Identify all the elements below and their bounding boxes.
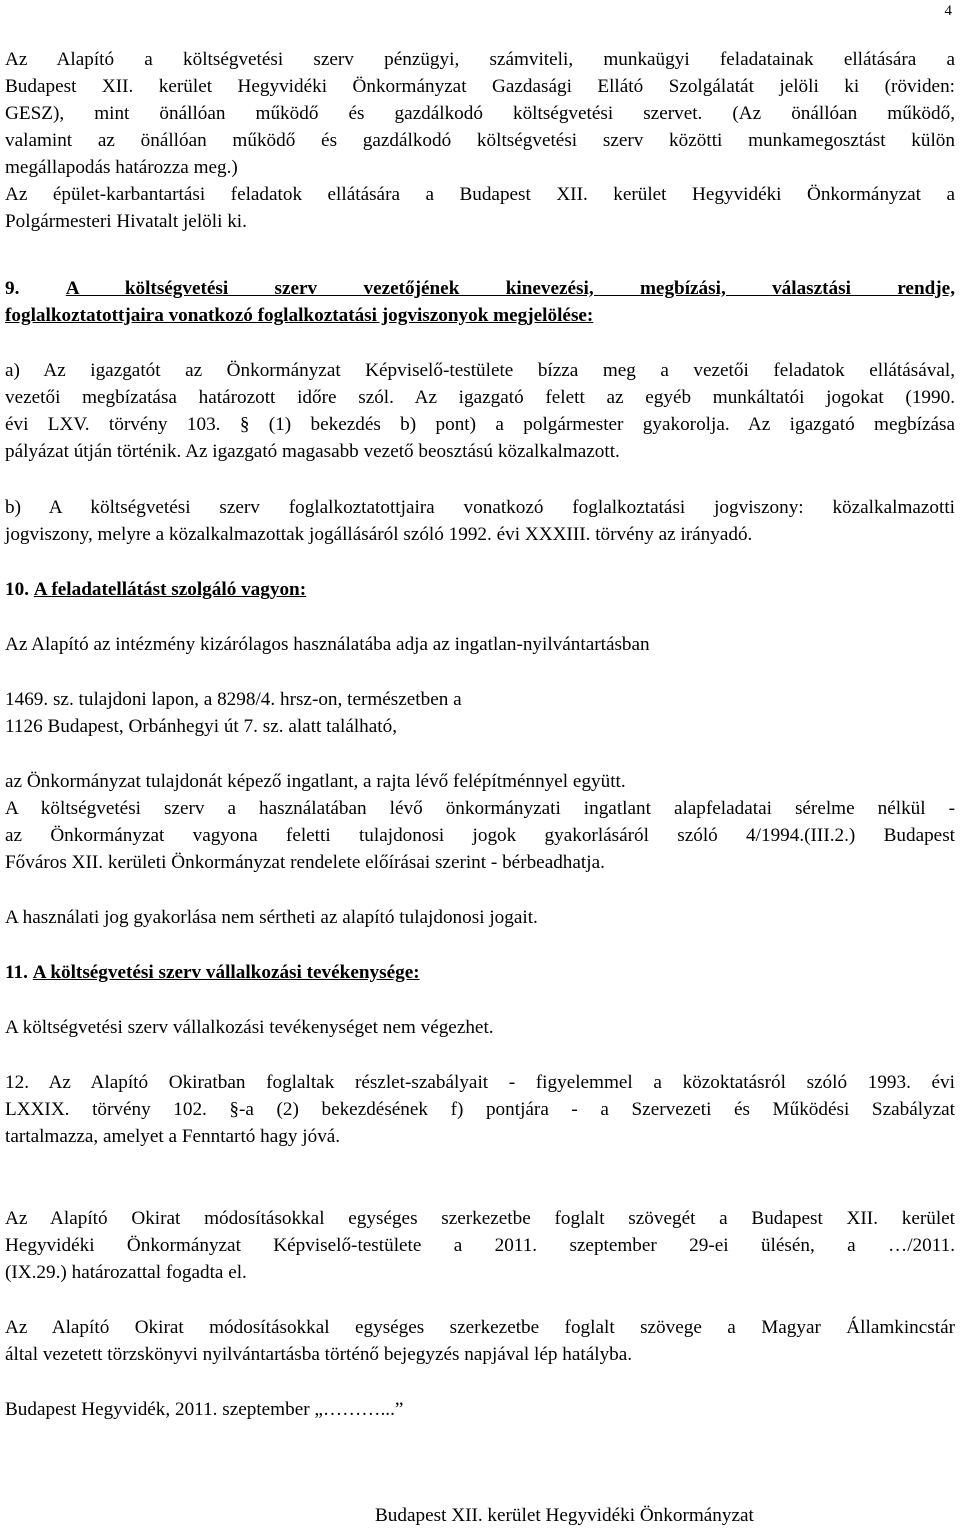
text-line: vezetői megbízatása határozott időre szól. Az igazgató felett az egyéb munkáltatói jogokat (1990. — [5, 387, 955, 408]
text-line: az Önkormányzat vagyona feletti tulajdonosi jogok gyakorlásáról szóló 4/1994.(III.2.) Budapest — [5, 825, 955, 846]
text-line: A költségvetési szerv a használatában lévő önkormányzati ingatlant alapfeladatai sérelme nélkül - — [5, 798, 955, 819]
text-line: Az Alapító Okirat módosításokkal egységes szerkezetbe foglalt szövege a Magyar Államkincstár — [5, 1317, 955, 1338]
section-10-heading — [5, 576, 955, 603]
text-line: Főváros XII. kerületi Önkormányzat rendelete előírásai szerint - bérbeadhatja. — [5, 852, 605, 873]
text-line: pályázat útján történik. Az igazgató magasabb vezető beosztású közalkalmazott. — [5, 441, 620, 462]
text-line: Az Alapító Okirat módosításokkal egységes szerkezetbe foglalt szövegét a Budapest XII. kerület — [5, 1208, 955, 1229]
section-9-heading — [5, 275, 955, 302]
signature-line: Budapest XII. kerület Hegyvidéki Önkormányzat — [375, 1505, 754, 1526]
text-line: Az épület-karbantartási feladatok ellátására a Budapest XII. kerület Hegyvidéki Önkormányzat a — [5, 184, 955, 205]
text-line: A költségvetési szerv vállalkozási tevékenységet nem végezhet. — [5, 1017, 494, 1038]
section-9-heading-cont — [5, 302, 955, 329]
section-11-heading — [5, 959, 955, 986]
text-line: Polgármesteri Hivatalt jelöli ki. — [5, 211, 247, 232]
text-line: az Önkormányzat tulajdonát képező ingatlant, a rajta lévő felépítménnyel együtt. — [5, 771, 626, 792]
text-line: megállapodás határozza meg.) — [5, 157, 238, 178]
text-line: Az Alapító a költségvetési szerv pénzügyi, számviteli, munkaügyi feladatainak ellátására a — [5, 49, 955, 70]
text-line: jogviszony, melyre a közalkalmazottak jogállásáról szóló 1992. évi XXXIII. törvény az irányadó. — [5, 524, 753, 545]
text-line: Budapest XII. kerület Hegyvidéki Önkormányzat Gazdasági Ellátó Szolgálatát jelöli ki (röviden: — [5, 76, 955, 97]
section-number: 11. — [5, 962, 28, 983]
text-line: által vezetett törzskönyvi nyilvántartásba történő bejegyzés napjával lép hatályba. — [5, 1344, 633, 1365]
text-line: tartalmazza, amelyet a Fenntartó hagy jóvá. — [5, 1126, 341, 1147]
text-line: 12. Az Alapító Okiratban foglaltak részlet-szabályait - figyelemmel a közoktatásról szóló 1993. évi — [5, 1072, 955, 1093]
text-line: Az Alapító az intézmény kizárólagos használatába adja az ingatlan-nyilvántartásban — [5, 634, 650, 655]
section-heading-text: A költségvetési szerv vezetőjének kinevezési, megbízási, választási rendje, — [65, 278, 955, 299]
section-heading-text: A költségvetési szerv vállalkozási tevékenysége: — [32, 962, 420, 983]
text-line: A használati jog gyakorlása nem sértheti az alapító tulajdonosi jogait. — [5, 907, 538, 928]
text-line: 1469. sz. tulajdoni lapon, a 8298/4. hrsz-on, természetben a — [5, 689, 462, 710]
text-line: évi LXV. törvény 103. § (1) bekezdés b) pont) a polgármester gyakorolja. Az igazgató megbízása — [5, 414, 955, 435]
text-line: Hegyvidéki Önkormányzat Képviselő-testülete a 2011. szeptember 29-ei ülésén, a …/2011. — [5, 1235, 955, 1256]
text-line: a) Az igazgatót az Önkormányzat Képviselő-testülete bízza meg a vezetői feladatok ellátásával, — [5, 360, 955, 381]
text-line: LXXIX. törvény 102. §-a (2) bekezdésének f) pontjára - a Szervezeti és Működési Szabályzat — [5, 1099, 955, 1120]
page-number: 4 — [944, 3, 952, 19]
text-line: 1126 Budapest, Orbánhegyi út 7. sz. alatt található, — [5, 716, 398, 737]
date-line: Budapest Hegyvidék, 2011. szeptember „………...” — [5, 1399, 404, 1420]
section-heading-text: foglalkoztatottjaira vonatkozó foglalkoztatási jogviszonyok megjelölése: — [5, 305, 594, 326]
section-heading-text: A feladatellátást szolgáló vagyon: — [33, 579, 307, 600]
section-number: 9. — [5, 278, 20, 299]
text-line: b) A költségvetési szerv foglalkoztatottjaira vonatkozó foglalkoztatási jogviszony: közalkalmazotti — [5, 497, 955, 518]
text-line: GESZ), mint önállóan működő és gazdálkodó költségvetési szervet. (Az önállóan működő, — [5, 103, 955, 124]
section-number: 10. — [5, 579, 29, 600]
text-line: (IX.29.) határozattal fogadta el. — [5, 1262, 247, 1283]
text-line: valamint az önállóan működő és gazdálkodó költségvetési szerv közötti munkamegosztást külön — [5, 130, 955, 151]
